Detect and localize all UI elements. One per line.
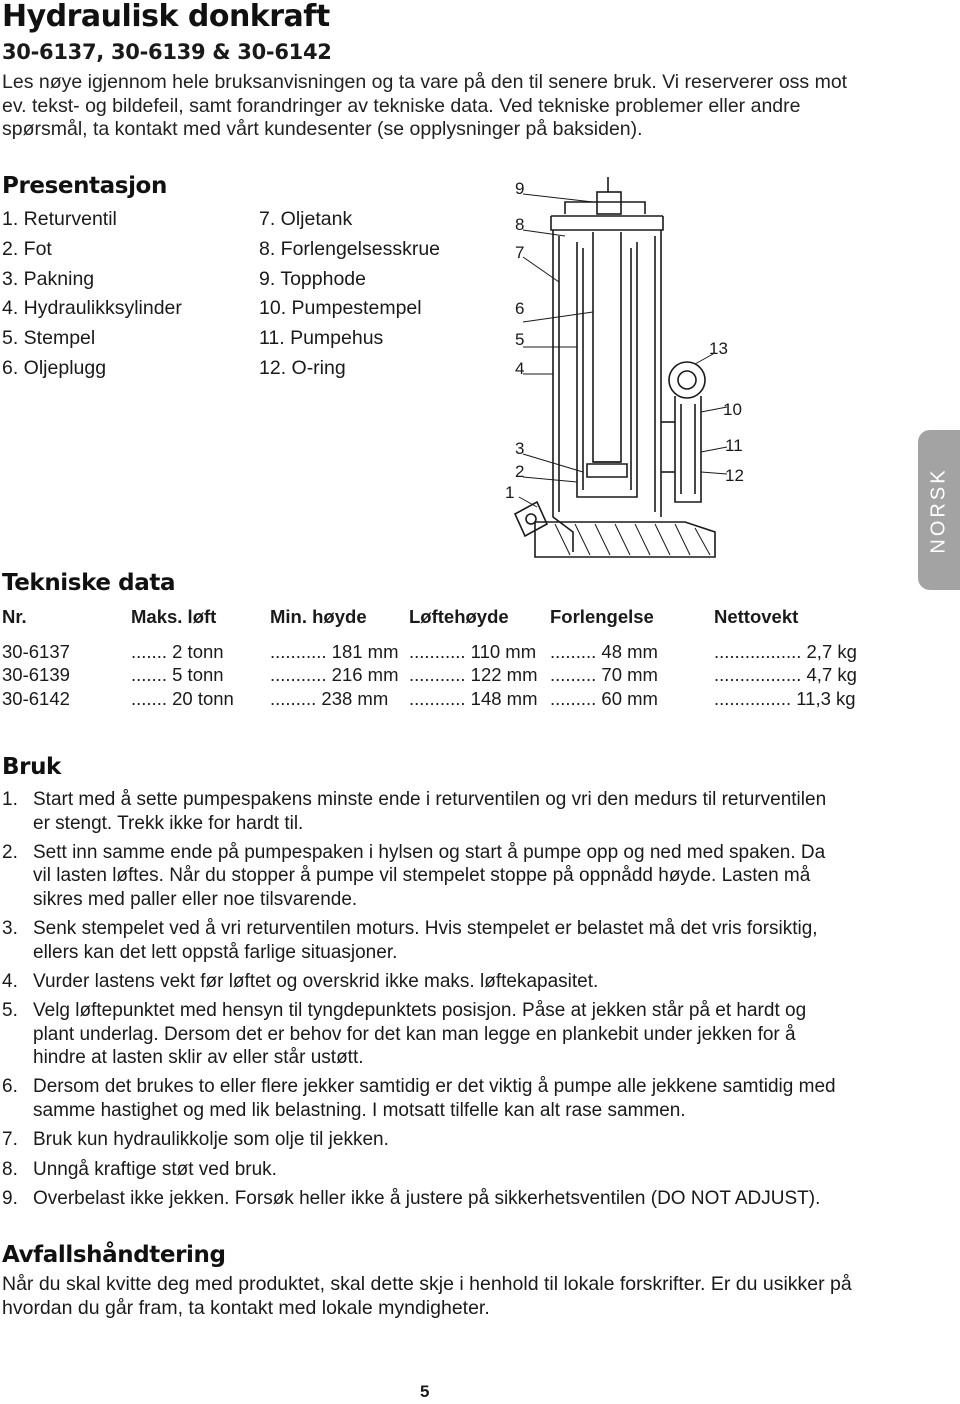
waste-paragraph: Når du skal kvitte deg med produktet, skal dette skje i henhold til lokale forskrifter. Er du usikker på hvordan du går fram, ta kontakt med lokale myndigheter. xyxy=(2,1273,852,1319)
intro-paragraph: Les nøye igjennom hele bruksanvisningen og ta vare på den til senere bruk. Vi reserverer oss mot ev. tekst- og bildefeil, samt forandringer av tekniske data. Ved tekniske problemer eller andre spørsmål, ta kontakt med vårt kundesenter (se opplysninger på baksiden). xyxy=(2,71,848,140)
step-number: 1. xyxy=(2,789,18,810)
spec-row xyxy=(2,664,857,688)
step-text: Overbelast ikke jekken. Forsøk heller ikke å justere på sikkerhetsventilen (DO NOT ADJUST). xyxy=(33,1187,821,1209)
diagram-label: 1 xyxy=(505,483,515,502)
page-number: 5 xyxy=(420,1382,430,1401)
technical-heading: Tekniske data xyxy=(2,570,176,596)
waste-heading: Avfallshåndtering xyxy=(2,1242,226,1268)
spec-table xyxy=(2,606,857,711)
diagram-label: 11 xyxy=(725,436,743,455)
diagram-label: 13 xyxy=(709,339,728,358)
spec-header: Løftehøyde xyxy=(409,606,509,627)
spec-cell: ........... 148 mm xyxy=(409,687,538,709)
spec-header: Maks. løft xyxy=(131,606,217,627)
usage-heading: Bruk xyxy=(2,754,61,780)
diagram-label: 4 xyxy=(515,359,525,378)
spec-cell: ......... 60 mm xyxy=(550,687,658,709)
spec-cell: ................. 4,7 kg xyxy=(714,664,857,686)
step-number: 5. xyxy=(2,1000,18,1022)
spec-cell: 30-6139 xyxy=(2,664,70,686)
spec-cell: 30-6142 xyxy=(2,687,70,709)
step-text: Start med å sette pumpespakens minste ende i returventilen og vri den medurs til returventilen er stengt. Trekk ikke for hardt til. xyxy=(33,789,827,834)
page-title: Hydraulisk donkraft xyxy=(2,0,330,34)
spec-header: Min. høyde xyxy=(270,606,367,627)
step-number: 3. xyxy=(2,918,18,940)
step-text: Dersom det brukes to eller flere jekker samtidig er det viktig å pumpe alle jekkene samtidig med samme hastighet og med lik belastning. I motsatt tilfelle kan alt rase sammen. xyxy=(33,1076,836,1121)
usage-step xyxy=(2,1075,842,1122)
step-text: Senk stempelet ved å vri returventilen moturs. Hvis stempelet er belastet må det vris forsiktig, ellers kan det lett oppstå farlige situasjoner. xyxy=(33,918,818,963)
part-item: 3. Pakning xyxy=(2,267,95,290)
parts-list-right xyxy=(259,205,440,384)
language-tab-label: NORSK xyxy=(927,466,950,554)
spec-header: Forlengelse xyxy=(550,606,654,627)
part-item: 2. Fot xyxy=(2,237,52,260)
usage-steps xyxy=(2,788,842,1216)
spec-cell: ........... 216 mm xyxy=(270,664,399,686)
spec-cell: ......... 48 mm xyxy=(550,640,658,662)
presentation-heading: Presentasjon xyxy=(2,173,167,199)
usage-step xyxy=(2,917,842,964)
language-tab xyxy=(918,430,960,590)
spec-cell: ........... 122 mm xyxy=(409,664,538,686)
model-numbers: 30-6137, 30-6139 & 30-6142 xyxy=(2,40,332,64)
usage-step xyxy=(2,1158,842,1182)
diagram-label: 7 xyxy=(515,243,525,262)
step-text: Bruk kun hydraulikkolje som olje til jekken. xyxy=(33,1129,389,1151)
diagram-label: 6 xyxy=(515,299,525,318)
step-number: 2. xyxy=(2,841,18,863)
spec-cell: ......... 238 mm xyxy=(270,687,389,709)
part-item: 1. Returventil xyxy=(2,208,117,230)
spec-header: Nr. xyxy=(2,606,27,627)
step-number: 4. xyxy=(2,970,18,992)
spec-cell: ......... 70 mm xyxy=(550,664,658,686)
part-item: 6. Oljeplugg xyxy=(2,356,107,379)
step-number: 9. xyxy=(2,1187,18,1209)
usage-step xyxy=(2,970,842,994)
usage-step xyxy=(2,1187,842,1211)
spec-cell: ............... 11,3 kg xyxy=(714,687,856,709)
diagram-label: 5 xyxy=(515,330,525,349)
spec-header-row xyxy=(2,606,857,640)
step-text: Sett inn samme ende på pumpespaken i hylsen og start å pumpe opp og ned med spaken. Da vil lasten løftes. Når du stopper å pumpe vil stempelet stoppe på oppnådd høyde. Lasten må sikres med paller eller noe tilsvarende. xyxy=(33,841,826,910)
diagram-label: 10 xyxy=(723,400,742,419)
part-item: 10. Pumpestempel xyxy=(259,297,422,320)
spec-cell: ........... 181 mm xyxy=(270,640,399,662)
step-text: Unngå kraftige støt ved bruk. xyxy=(33,1158,277,1180)
part-item: 4. Hydraulikksylinder xyxy=(2,297,182,320)
step-text: Velg løftepunktet med hensyn til tyngdepunktets posisjon. Påse at jekken står på et hardt og plant underlag. Dersom det er behov for det kan man legge en plankebit under jekken for å hindre at lasten sklir av eller står ustøtt. xyxy=(33,1000,807,1069)
diagram-label: 12 xyxy=(725,466,744,485)
usage-step xyxy=(2,841,842,912)
spec-cell: ....... 5 tonn xyxy=(131,664,224,686)
part-item: 5. Stempel xyxy=(2,327,96,350)
part-item: 7. Oljetank xyxy=(259,208,353,230)
step-text: Vurder lastens vekt før løftet og overskrid ikke maks. løftekapasitet. xyxy=(33,970,599,992)
jack-diagram xyxy=(495,172,785,572)
part-item: 8. Forlengelsesskrue xyxy=(259,237,441,260)
spec-row xyxy=(2,640,857,664)
spec-header: Nettovekt xyxy=(714,606,799,627)
usage-step xyxy=(2,1128,842,1152)
usage-step xyxy=(2,788,842,835)
diagram-label: 3 xyxy=(515,439,525,458)
spec-cell: 30-6137 xyxy=(2,640,70,662)
diagram-label: 2 xyxy=(515,462,525,481)
spec-cell: ................. 2,7 kg xyxy=(714,640,857,662)
part-item: 11. Pumpehus xyxy=(259,327,384,350)
spec-cell: ........... 110 mm xyxy=(409,640,537,662)
step-number: 6. xyxy=(2,1076,18,1098)
part-item: 12. O-ring xyxy=(259,356,346,379)
part-item: 9. Topphode xyxy=(259,267,366,290)
diagram-label: 8 xyxy=(515,215,525,234)
usage-step xyxy=(2,999,842,1070)
diagram-label: 9 xyxy=(515,179,525,198)
spec-row xyxy=(2,687,857,711)
step-number: 7. xyxy=(2,1129,18,1151)
spec-cell: ....... 2 tonn xyxy=(131,640,224,662)
spec-cell: ....... 20 tonn xyxy=(131,687,234,709)
step-number: 8. xyxy=(2,1158,18,1180)
parts-list-left xyxy=(2,205,182,384)
